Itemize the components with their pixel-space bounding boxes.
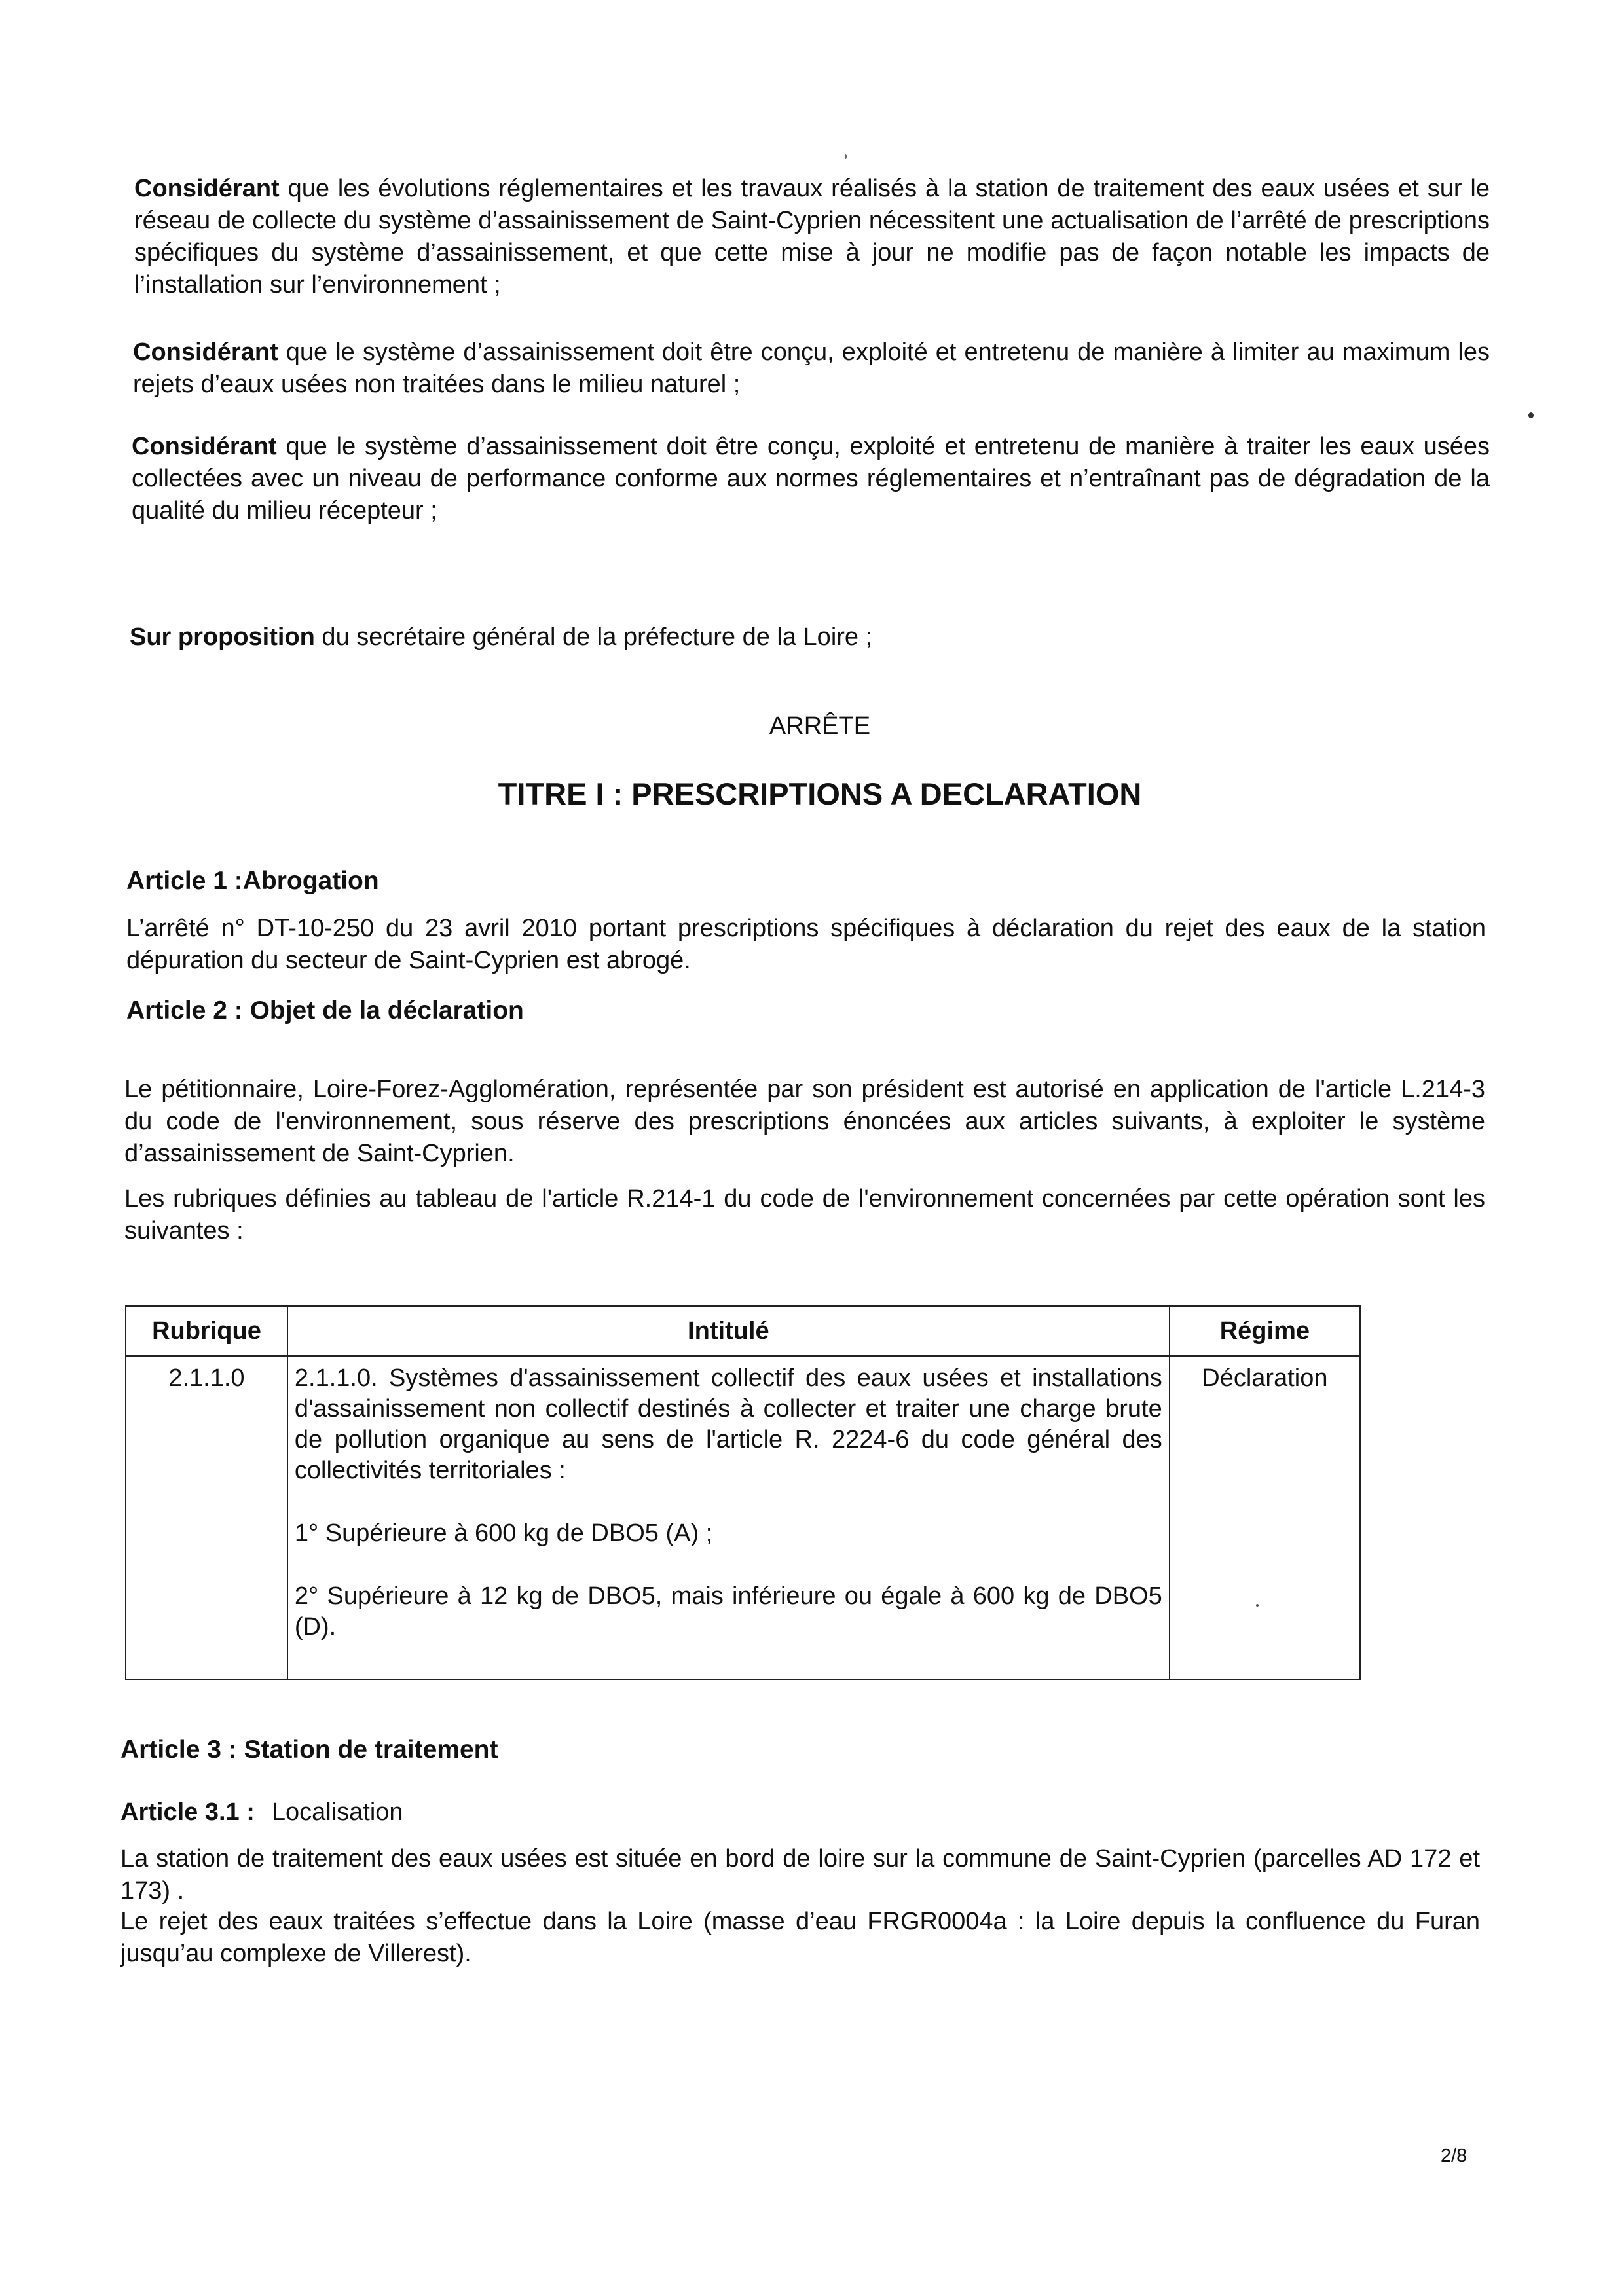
scan-speck [845,154,847,159]
table-row [126,1356,1360,1679]
considerant-2-lead: Considérant [133,338,278,366]
proposition [130,621,1485,653]
considerant-2 [133,337,1490,401]
article-3-1-heading [120,1796,906,1829]
arrete-label: ARRÊTE [769,712,871,740]
considerant-1-text: que les évolutions réglementaires et les travaux réalisés à la station de traitement des eaux usées et sur le réseau de collecte du système d’assainissement de Saint-Cyprien nécessitent une actualisation de l’arrêté de prescriptions spécifiques du système d’assainissement, et que cette mise à jour ne modifie pas de façon notable les impacts de l’installation sur l’environnement ; [134,175,1490,299]
scan-speck [1528,412,1534,418]
table-header-rubrique: Rubrique [126,1306,287,1356]
intitule-paragraph-3: 2° Supérieure à 12 kg de DBO5, mais inférieure ou égale à 600 kg de DBO5 (D). [294,1582,1162,1641]
proposition-text: du secrétaire général de la préfecture de la Loire ; [314,623,873,651]
considerant-2-text: que le système d’assainissement doit être conçu, exploité et entretenu de manière à limiter au maximum les rejets d’eaux usées non traitées dans le milieu naturel ; [133,338,1490,398]
intitule-paragraph-2: 1° Supérieure à 600 kg de DBO5 (A) ; [294,1520,713,1547]
article-1-heading: Article 1 :Abrogation [126,867,379,895]
considerant-1-lead: Considérant [134,175,280,202]
page-number: 2/8 [1441,2145,1467,2166]
considerant-3-lead: Considérant [132,433,277,460]
article-3-heading: Article 3 : Station de traitement [120,1736,498,1764]
table-header-row [126,1306,1360,1356]
table-header-intitule: Intitulé [287,1306,1170,1356]
intitule-paragraph-1: 2.1.1.0. Systèmes d'assainissement collectif des eaux usées et installations d'assainissement non collectif destinés à collecter et traiter une charge brute de pollution organique au sens de l'article R. 2224-6 du code général des collectivités territoriales : [294,1364,1162,1484]
considerant-3 [132,431,1490,527]
considerant-3-text: que le système d’assainissement doit être conçu, exploité et entretenu de manière à traiter les eaux usées collectées avec un niveau de performance conforme aux normes réglementaires et n’entraînant pas de dégradation de la qualité du milieu récepteur ; [132,433,1490,524]
table-cell-regime: Déclaration [1170,1356,1360,1679]
article-1-text: L’arrêté n° DT-10-250 du 23 avril 2010 portant prescriptions spécifiques à déclaration du rejet des eaux de la station dépuration du secteur de Saint-Cyprien est abrogé. [126,915,1486,974]
article-3-text-1: La station de traitement des eaux usées est située en bord de loire sur la commune de Saint-Cyprien (parcelles AD 172 et 173) . [120,1845,1480,1904]
table-cell-intitule [287,1356,1170,1679]
article-2-text-1: Le pétitionnaire, Loire-Forez-Agglomération, représentée par son président est autorisé en application de l'article L.214-3 du code de l'environnement, sous réserve des prescriptions énoncées aux articles suivants, à exploiter le système d’assainissement de Saint-Cyprien. [124,1076,1485,1167]
article-3-1-title: Localisation [271,1798,403,1826]
scan-speck [1256,1604,1259,1607]
article-2-heading: Article 2 : Objet de la déclaration [126,996,524,1025]
table-header-regime: Régime [1170,1306,1360,1356]
article-3-text-2: Le rejet des eaux traitées s’effectue dans la Loire (masse d’eau FRGR0004a : la Loire depuis la confluence du Furan jusqu’au complexe de Villerest). [120,1908,1480,1967]
proposition-lead: Sur proposition [130,623,315,651]
article-2-text-2: Les rubriques définies au tableau de l'article R.214-1 du code de l'environnement concernées par cette opération sont les suivantes : [124,1185,1485,1245]
article-3-1-label: Article 3.1 : [120,1798,255,1826]
titre-heading: TITRE I : PRESCRIPTIONS A DECLARATION [498,776,1142,811]
table-cell-rubrique: 2.1.1.0 [126,1356,287,1679]
rubriques-table [125,1305,1361,1680]
considerant-1 [134,173,1490,301]
